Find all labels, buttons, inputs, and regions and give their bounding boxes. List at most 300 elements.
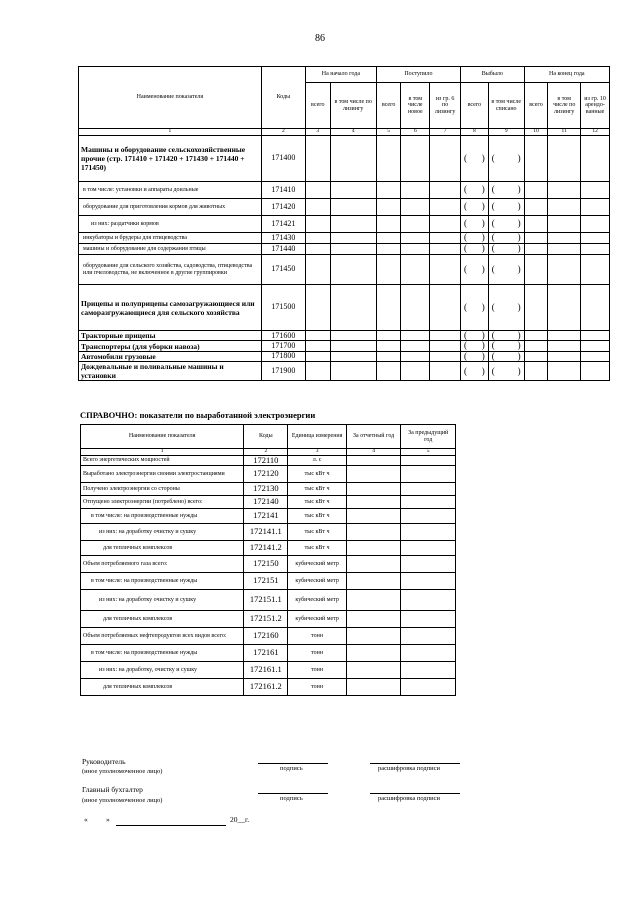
row-code: 172150: [244, 555, 288, 572]
table-row: [81, 456, 456, 466]
row-label: Прицепы и полуприцепы самозагружающиеся или саморазгружающиеся для сельского хозяйства: [79, 285, 262, 331]
row-code: 172120: [244, 465, 288, 482]
row-label: Получено электроэнергии со стороны: [81, 482, 244, 495]
header-indicator: Наименование показателя: [79, 67, 262, 129]
date-year: 20__г.: [230, 815, 250, 824]
value-cell[interactable]: [376, 362, 401, 381]
value-cell[interactable]: ( ): [488, 362, 524, 381]
value-cell[interactable]: ( ): [461, 244, 489, 255]
row-unit: тыс кВт ч: [288, 508, 347, 523]
value-cell[interactable]: [376, 331, 401, 341]
column-numbers-row: [79, 129, 610, 136]
row-code: 171430: [261, 233, 305, 244]
value-cell[interactable]: [581, 182, 610, 199]
value-cell[interactable]: [346, 495, 400, 508]
row-unit: тыс кВт ч: [288, 482, 347, 495]
value-cell[interactable]: [524, 351, 548, 361]
table-row: [79, 244, 610, 255]
value-cell[interactable]: ( ): [461, 182, 489, 199]
value-cell[interactable]: [305, 244, 330, 255]
value-cell[interactable]: [330, 233, 376, 244]
value-cell[interactable]: [581, 255, 610, 285]
header-total: всего: [305, 83, 330, 129]
table-row: [79, 216, 610, 233]
date-close-quote: »: [106, 815, 110, 824]
value-cell[interactable]: ( ): [488, 136, 524, 182]
row-code: 172141.1: [244, 523, 288, 540]
value-cell[interactable]: [401, 362, 430, 381]
col-num: 4: [330, 129, 376, 136]
value-cell[interactable]: [581, 331, 610, 341]
value-cell[interactable]: [346, 610, 400, 627]
signature-caption: подпись: [280, 795, 303, 802]
row-code: 172141: [244, 508, 288, 523]
row-label: для тепличных комплексов: [81, 678, 244, 695]
row-label: Отпущено электроэнергии (потреблено) всего:: [81, 495, 244, 508]
row-code: 171421: [261, 216, 305, 233]
row-unit: кубический метр: [288, 589, 347, 610]
header-total3: всего: [461, 83, 489, 129]
value-cell[interactable]: [376, 255, 401, 285]
value-cell[interactable]: [524, 136, 548, 182]
value-cell[interactable]: ( ): [461, 351, 489, 361]
reference-heading: СПРАВОЧНО: показатели по выработанной электроэнергии: [80, 410, 316, 420]
row-code: 171450: [261, 255, 305, 285]
value-cell[interactable]: ( ): [461, 331, 489, 341]
ref-header-codes: Коды: [244, 425, 288, 449]
row-code: 171700: [261, 341, 305, 351]
value-cell[interactable]: [330, 136, 376, 182]
table-row: [79, 182, 610, 199]
value-cell[interactable]: [401, 610, 456, 627]
row-code: 171400: [261, 136, 305, 182]
row-label: Объем потребляемых нефтепродуктов всех видов всего:: [81, 627, 244, 644]
value-cell[interactable]: [581, 136, 610, 182]
value-cell[interactable]: ( ): [488, 199, 524, 216]
value-cell[interactable]: [305, 216, 330, 233]
value-cell[interactable]: [524, 255, 548, 285]
col-num: 2: [244, 449, 288, 456]
value-cell[interactable]: [548, 216, 581, 233]
value-cell[interactable]: ( ): [488, 216, 524, 233]
value-cell[interactable]: [430, 331, 461, 341]
row-code: 171600: [261, 331, 305, 341]
value-cell[interactable]: [548, 362, 581, 381]
value-cell[interactable]: [401, 523, 456, 540]
header-codes: Коды: [261, 67, 305, 129]
row-code: 172161: [244, 644, 288, 661]
value-cell[interactable]: [346, 508, 400, 523]
row-unit: тонн: [288, 678, 347, 695]
table-row: [81, 482, 456, 495]
value-cell[interactable]: ( ): [488, 182, 524, 199]
value-cell[interactable]: [401, 495, 456, 508]
row-unit: кубический метр: [288, 610, 347, 627]
row-code: 172141.2: [244, 540, 288, 555]
row-code: 172161.2: [244, 678, 288, 695]
value-cell[interactable]: [430, 182, 461, 199]
row-code: 172151.2: [244, 610, 288, 627]
value-cell[interactable]: [305, 233, 330, 244]
table-row: [81, 540, 456, 555]
value-cell[interactable]: ( ): [461, 285, 489, 331]
row-label: инкубаторы и брудеры для птицеводства: [79, 233, 262, 244]
row-unit: тонн: [288, 661, 347, 678]
value-cell[interactable]: [548, 233, 581, 244]
value-cell[interactable]: [401, 216, 430, 233]
value-cell[interactable]: [524, 233, 548, 244]
value-cell[interactable]: ( ): [461, 362, 489, 381]
value-cell[interactable]: [581, 341, 610, 351]
value-cell[interactable]: [401, 540, 456, 555]
value-cell[interactable]: [581, 362, 610, 381]
row-code: 171410: [261, 182, 305, 199]
value-cell[interactable]: [401, 341, 430, 351]
decoding-caption: расшифровка подписи: [378, 765, 441, 772]
value-cell[interactable]: [401, 644, 456, 661]
value-cell[interactable]: [524, 182, 548, 199]
signature-line: [258, 793, 328, 794]
row-label: Машины и оборудование сельскохозяйственные прочие (стр. 171410 + 171420 + 171430 + 171440 + 171450): [79, 136, 262, 182]
value-cell[interactable]: ( ): [488, 351, 524, 361]
value-cell[interactable]: [581, 351, 610, 361]
col-num: 3: [288, 449, 347, 456]
header-total4: всего: [524, 83, 548, 129]
date-line: [116, 825, 226, 826]
head-title: Руководитель: [82, 757, 126, 766]
value-cell[interactable]: [305, 199, 330, 216]
col-num: 11: [548, 129, 581, 136]
row-label: из них: на доработку, очистку и сушку: [81, 661, 244, 678]
row-label: Выработано электроэнергии своими электростанциями: [81, 465, 244, 482]
value-cell[interactable]: ( ): [488, 255, 524, 285]
value-cell[interactable]: [430, 341, 461, 351]
row-label: из них: на доработку очистку и сушку: [81, 523, 244, 540]
row-code: 172140: [244, 495, 288, 508]
value-cell[interactable]: [581, 244, 610, 255]
value-cell[interactable]: [524, 244, 548, 255]
value-cell[interactable]: ( ): [461, 136, 489, 182]
col-num: 1: [81, 449, 244, 456]
value-cell[interactable]: [401, 661, 456, 678]
value-cell[interactable]: [524, 285, 548, 331]
row-code: 171420: [261, 199, 305, 216]
value-cell[interactable]: [346, 589, 400, 610]
value-cell[interactable]: ( ): [461, 255, 489, 285]
row-code: 172130: [244, 482, 288, 495]
value-cell[interactable]: ( ): [488, 331, 524, 341]
signature-caption: подпись: [280, 765, 303, 772]
decoding-line: [370, 763, 460, 764]
value-cell[interactable]: [346, 482, 400, 495]
accountant-title: Главный бухгалтер: [82, 785, 143, 794]
table-row: [79, 362, 610, 381]
value-cell[interactable]: [401, 331, 430, 341]
value-cell[interactable]: [401, 678, 456, 695]
table-row: [81, 661, 456, 678]
value-cell[interactable]: [305, 341, 330, 351]
table-row: [81, 495, 456, 508]
value-cell[interactable]: [330, 244, 376, 255]
value-cell[interactable]: [346, 678, 400, 695]
row-code: 172161.1: [244, 661, 288, 678]
col-num: 7: [430, 129, 461, 136]
value-cell[interactable]: [548, 136, 581, 182]
value-cell[interactable]: [581, 233, 610, 244]
value-cell[interactable]: [401, 627, 456, 644]
value-cell[interactable]: [346, 627, 400, 644]
col-num: 2: [261, 129, 305, 136]
value-cell[interactable]: [376, 285, 401, 331]
value-cell[interactable]: [330, 182, 376, 199]
row-label: оборудование для сельского хозяйства, садоводства, птицеводства или пчеловодства, не включенное в другие группировки: [79, 255, 262, 285]
value-cell[interactable]: [401, 465, 456, 482]
value-cell[interactable]: [548, 351, 581, 361]
row-unit: тонн: [288, 627, 347, 644]
value-cell[interactable]: [376, 199, 401, 216]
ref-header-previous: За предыдущий год: [401, 425, 456, 449]
col-num: 8: [461, 129, 489, 136]
table-row: [81, 644, 456, 661]
col-num: 4: [346, 449, 400, 456]
signature-line: [258, 763, 328, 764]
row-label: Всего энергетических мощностей: [81, 456, 244, 466]
row-label: оборудование для приготовления кормов для животных: [79, 199, 262, 216]
value-cell[interactable]: [430, 255, 461, 285]
table-row: [79, 233, 610, 244]
ref-header-indicator: Наименование показателя: [81, 425, 244, 449]
row-label: в том числе: на производственные нужды: [81, 572, 244, 589]
value-cell[interactable]: [330, 199, 376, 216]
header-incl-leasing2: в том числе по лизингу: [548, 83, 581, 129]
col-num: 5: [376, 129, 401, 136]
accountant-subtitle: (иное уполномоченное лицо): [82, 797, 163, 804]
value-cell[interactable]: [376, 351, 401, 361]
decoding-line: [370, 793, 460, 794]
value-cell[interactable]: [401, 136, 430, 182]
table-row: [79, 199, 610, 216]
row-code: 171500: [261, 285, 305, 331]
col-num: 12: [581, 129, 610, 136]
table-row: [79, 285, 610, 331]
date-open-quote: «: [84, 815, 88, 824]
header-disposed: Выбыло: [461, 67, 525, 83]
value-cell[interactable]: [401, 508, 456, 523]
head-subtitle: (иное уполномоченное лицо): [82, 768, 163, 775]
row-code: 172160: [244, 627, 288, 644]
value-cell[interactable]: [401, 589, 456, 610]
table-row: [81, 627, 456, 644]
value-cell[interactable]: [401, 351, 430, 361]
value-cell[interactable]: ( ): [461, 216, 489, 233]
row-unit: тыс кВт ч: [288, 540, 347, 555]
table-row: [79, 351, 610, 361]
col-num: 6: [401, 129, 430, 136]
value-cell[interactable]: [330, 255, 376, 285]
row-label: Дождевальные и поливальные машины и установки: [79, 362, 262, 381]
header-of-gr6: из гр. 6 по лизингу: [430, 83, 461, 129]
value-cell[interactable]: [430, 216, 461, 233]
electricity-table: [80, 424, 456, 696]
table-row: [81, 508, 456, 523]
row-code: 171440: [261, 244, 305, 255]
page-number: 86: [315, 33, 325, 44]
value-cell[interactable]: [346, 644, 400, 661]
value-cell[interactable]: [581, 216, 610, 233]
header-received: Поступило: [376, 67, 460, 83]
table-row: [79, 136, 610, 182]
header-total2: всего: [376, 83, 401, 129]
value-cell[interactable]: [548, 285, 581, 331]
row-label: Тракторные прицепы: [79, 331, 262, 341]
ref-header-current: За отчетный год: [346, 425, 400, 449]
value-cell[interactable]: [346, 523, 400, 540]
value-cell[interactable]: [346, 540, 400, 555]
col-num: 3: [305, 129, 330, 136]
value-cell[interactable]: [305, 362, 330, 381]
row-label: для тепличных комплексов: [81, 610, 244, 627]
value-cell[interactable]: [376, 341, 401, 351]
row-unit: тонн: [288, 644, 347, 661]
value-cell[interactable]: [548, 341, 581, 351]
value-cell[interactable]: [401, 572, 456, 589]
row-unit: тыс кВт ч: [288, 495, 347, 508]
value-cell[interactable]: [305, 331, 330, 341]
value-cell[interactable]: [430, 136, 461, 182]
value-cell[interactable]: [376, 216, 401, 233]
value-cell[interactable]: [305, 255, 330, 285]
value-cell[interactable]: [305, 136, 330, 182]
row-code: 172151.1: [244, 589, 288, 610]
row-label: из них: на доработку очистку и сушку: [81, 589, 244, 610]
table-row: [79, 331, 610, 341]
row-label: Транспортеры (для уборки навоза): [79, 341, 262, 351]
row-label: в том числе: на производственные нужды: [81, 644, 244, 661]
value-cell[interactable]: [401, 233, 430, 244]
value-cell[interactable]: [524, 362, 548, 381]
value-cell[interactable]: [330, 351, 376, 361]
table-row: [81, 589, 456, 610]
value-cell[interactable]: [401, 199, 430, 216]
value-cell[interactable]: [401, 456, 456, 466]
row-label: Автомобили грузовые: [79, 351, 262, 361]
row-label: Объем потребляемого газа всего:: [81, 555, 244, 572]
value-cell[interactable]: [548, 331, 581, 341]
row-unit: тыс кВт ч: [288, 523, 347, 540]
header-of-gr10: из гр. 10 арендо-ванные: [581, 83, 610, 129]
value-cell[interactable]: [330, 216, 376, 233]
value-cell[interactable]: [401, 285, 430, 331]
row-label: в том числе: на производственные нужды: [81, 508, 244, 523]
value-cell[interactable]: [524, 341, 548, 351]
decoding-caption: расшифровка подписи: [378, 795, 441, 802]
row-unit: кубический метр: [288, 555, 347, 572]
value-cell[interactable]: [376, 244, 401, 255]
value-cell[interactable]: [581, 199, 610, 216]
value-cell[interactable]: [330, 331, 376, 341]
value-cell[interactable]: ( ): [461, 341, 489, 351]
header-incl-new: в том числе новое: [401, 83, 430, 129]
value-cell[interactable]: ( ): [488, 244, 524, 255]
value-cell[interactable]: [548, 244, 581, 255]
value-cell[interactable]: [305, 351, 330, 361]
header-incl-written-off: в том числе списано: [488, 83, 524, 129]
equipment-table: [78, 66, 610, 381]
value-cell[interactable]: [430, 351, 461, 361]
row-unit: кубический метр: [288, 572, 347, 589]
col-num: 10: [524, 129, 548, 136]
row-code: 172151: [244, 572, 288, 589]
value-cell[interactable]: ( ): [488, 233, 524, 244]
value-cell[interactable]: [401, 182, 430, 199]
value-cell[interactable]: [346, 465, 400, 482]
header-end: На конец года: [524, 67, 609, 83]
value-cell[interactable]: [401, 255, 430, 285]
value-cell[interactable]: [548, 182, 581, 199]
row-label: машины и оборудование для содержания птицы: [79, 244, 262, 255]
value-cell[interactable]: [346, 456, 400, 466]
value-cell[interactable]: [524, 331, 548, 341]
value-cell[interactable]: [346, 555, 400, 572]
row-label: для тепличных комплексов: [81, 540, 244, 555]
col-num: 5: [401, 449, 456, 456]
row-code: 171900: [261, 362, 305, 381]
table-row: [79, 341, 610, 351]
value-cell[interactable]: [548, 199, 581, 216]
value-cell[interactable]: [548, 255, 581, 285]
table-row: [81, 572, 456, 589]
value-cell[interactable]: [346, 661, 400, 678]
value-cell[interactable]: [430, 362, 461, 381]
row-label: в том числе: установки и аппараты доильные: [79, 182, 262, 199]
value-cell[interactable]: [430, 285, 461, 331]
value-cell[interactable]: [330, 362, 376, 381]
row-code: 172110: [244, 456, 288, 466]
value-cell[interactable]: [581, 285, 610, 331]
table-row: [81, 523, 456, 540]
value-cell[interactable]: ( ): [461, 199, 489, 216]
value-cell[interactable]: [401, 244, 430, 255]
value-cell[interactable]: [305, 285, 330, 331]
value-cell[interactable]: [401, 482, 456, 495]
table-row: [81, 555, 456, 572]
col-num: 1: [79, 129, 262, 136]
row-label: из них: раздатчики кормов: [79, 216, 262, 233]
row-unit: л. с: [288, 456, 347, 466]
value-cell[interactable]: [524, 199, 548, 216]
value-cell[interactable]: [376, 182, 401, 199]
value-cell[interactable]: [430, 244, 461, 255]
table-row: [81, 678, 456, 695]
value-cell[interactable]: ( ): [488, 341, 524, 351]
value-cell[interactable]: [430, 233, 461, 244]
value-cell[interactable]: [330, 341, 376, 351]
value-cell[interactable]: [376, 136, 401, 182]
value-cell[interactable]: ( ): [488, 285, 524, 331]
value-cell[interactable]: [376, 233, 401, 244]
col-num: 9: [488, 129, 524, 136]
value-cell[interactable]: [305, 182, 330, 199]
row-code: 171800: [261, 351, 305, 361]
value-cell[interactable]: [346, 572, 400, 589]
value-cell[interactable]: [330, 285, 376, 331]
value-cell[interactable]: [430, 199, 461, 216]
value-cell[interactable]: [524, 216, 548, 233]
value-cell[interactable]: ( ): [461, 233, 489, 244]
header-start: На начало года: [305, 67, 376, 83]
table-row: [81, 465, 456, 482]
value-cell[interactable]: [401, 555, 456, 572]
